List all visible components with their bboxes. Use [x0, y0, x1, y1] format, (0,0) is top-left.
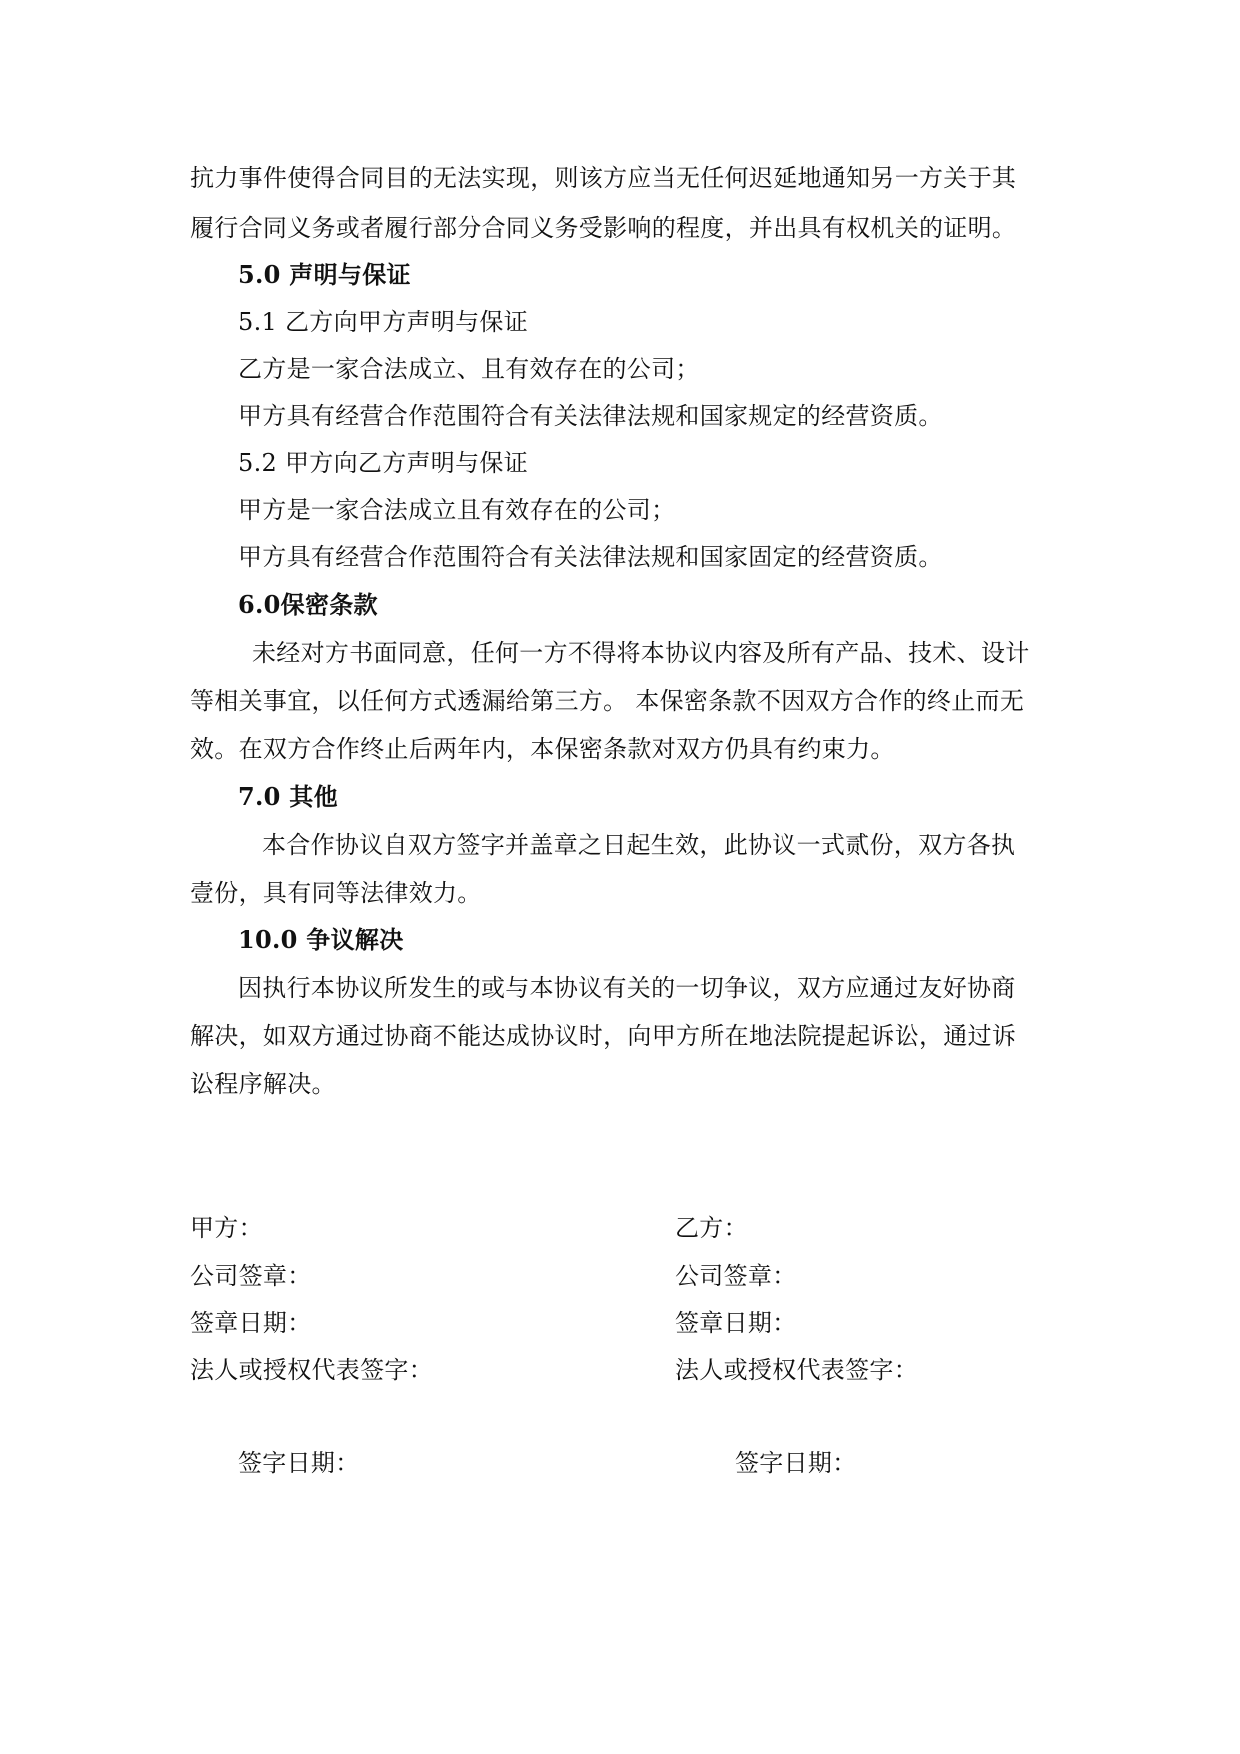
- section-5-1-title: 5.1 乙方向甲方声明与保证: [238, 308, 528, 336]
- section-6-line-1: 未经对方书面同意，任何一方不得将本协议内容及所有产品、技术、设计: [252, 639, 1030, 667]
- party-b-sign-date-label: 签字日期：: [735, 1449, 857, 1477]
- section-6-line-3: 效。在双方合作终止后两年内，本保密条款对双方仍具有约束力。: [190, 735, 895, 763]
- section-7-line-2: 壹份，具有同等法律效力。: [190, 879, 482, 907]
- party-a-seal-label: 公司签章：: [190, 1262, 312, 1290]
- section-10-line-1: 因执行本协议所发生的或与本协议有关的一切争议，双方应通过友好协商: [238, 974, 1016, 1002]
- section-6-heading: 6.0保密条款: [238, 590, 378, 619]
- party-a-rep-sign-label: 法人或授权代表签字：: [190, 1356, 433, 1384]
- section-10-heading: 10.0 争议解决: [238, 925, 404, 954]
- section-5-heading: 5.0 声明与保证: [238, 260, 411, 289]
- party-a-label: 甲方：: [190, 1214, 263, 1242]
- section-10-line-2: 解决，如双方通过协商不能达成协议时，向甲方所在地法院提起诉讼，通过诉: [190, 1022, 1017, 1050]
- party-b-seal-label: 公司签章：: [675, 1262, 797, 1290]
- section-5-2-line-1: 甲方是一家合法成立且有效存在的公司；: [238, 496, 676, 524]
- section-5-1-line-2: 甲方具有经营合作范围符合有关法律法规和国家规定的经营资质。: [238, 402, 943, 430]
- section-5-1-line-1: 乙方是一家合法成立、且有效存在的公司；: [238, 355, 700, 383]
- section-6-line-2: 等相关事宜，以任何方式透漏给第三方。 本保密条款不因双方合作的终止而无: [190, 687, 1025, 715]
- section-5-2-line-2: 甲方具有经营合作范围符合有关法律法规和国家固定的经营资质。: [238, 543, 943, 571]
- intro-line-1: 抗力事件使得合同目的无法实现，则该方应当无任何迟延地通知另一方关于其: [190, 164, 1017, 192]
- party-b-label: 乙方：: [675, 1214, 748, 1242]
- section-7-heading: 7.0 其他: [238, 782, 338, 811]
- section-5-2-title: 5.2 甲方向乙方声明与保证: [238, 449, 528, 477]
- party-a-seal-date-label: 签章日期：: [190, 1309, 312, 1337]
- party-b-seal-date-label: 签章日期：: [675, 1309, 797, 1337]
- intro-line-2: 履行合同义务或者履行部分合同义务受影响的程度，并出具有权机关的证明。: [190, 214, 1017, 242]
- party-b-rep-sign-label: 法人或授权代表签字：: [675, 1356, 918, 1384]
- section-7-line-1: 本合作协议自双方签字并盖章之日起生效，此协议一式贰份，双方各执: [262, 831, 1016, 859]
- section-10-line-3: 讼程序解决。: [190, 1070, 336, 1098]
- party-a-sign-date-label: 签字日期：: [238, 1449, 360, 1477]
